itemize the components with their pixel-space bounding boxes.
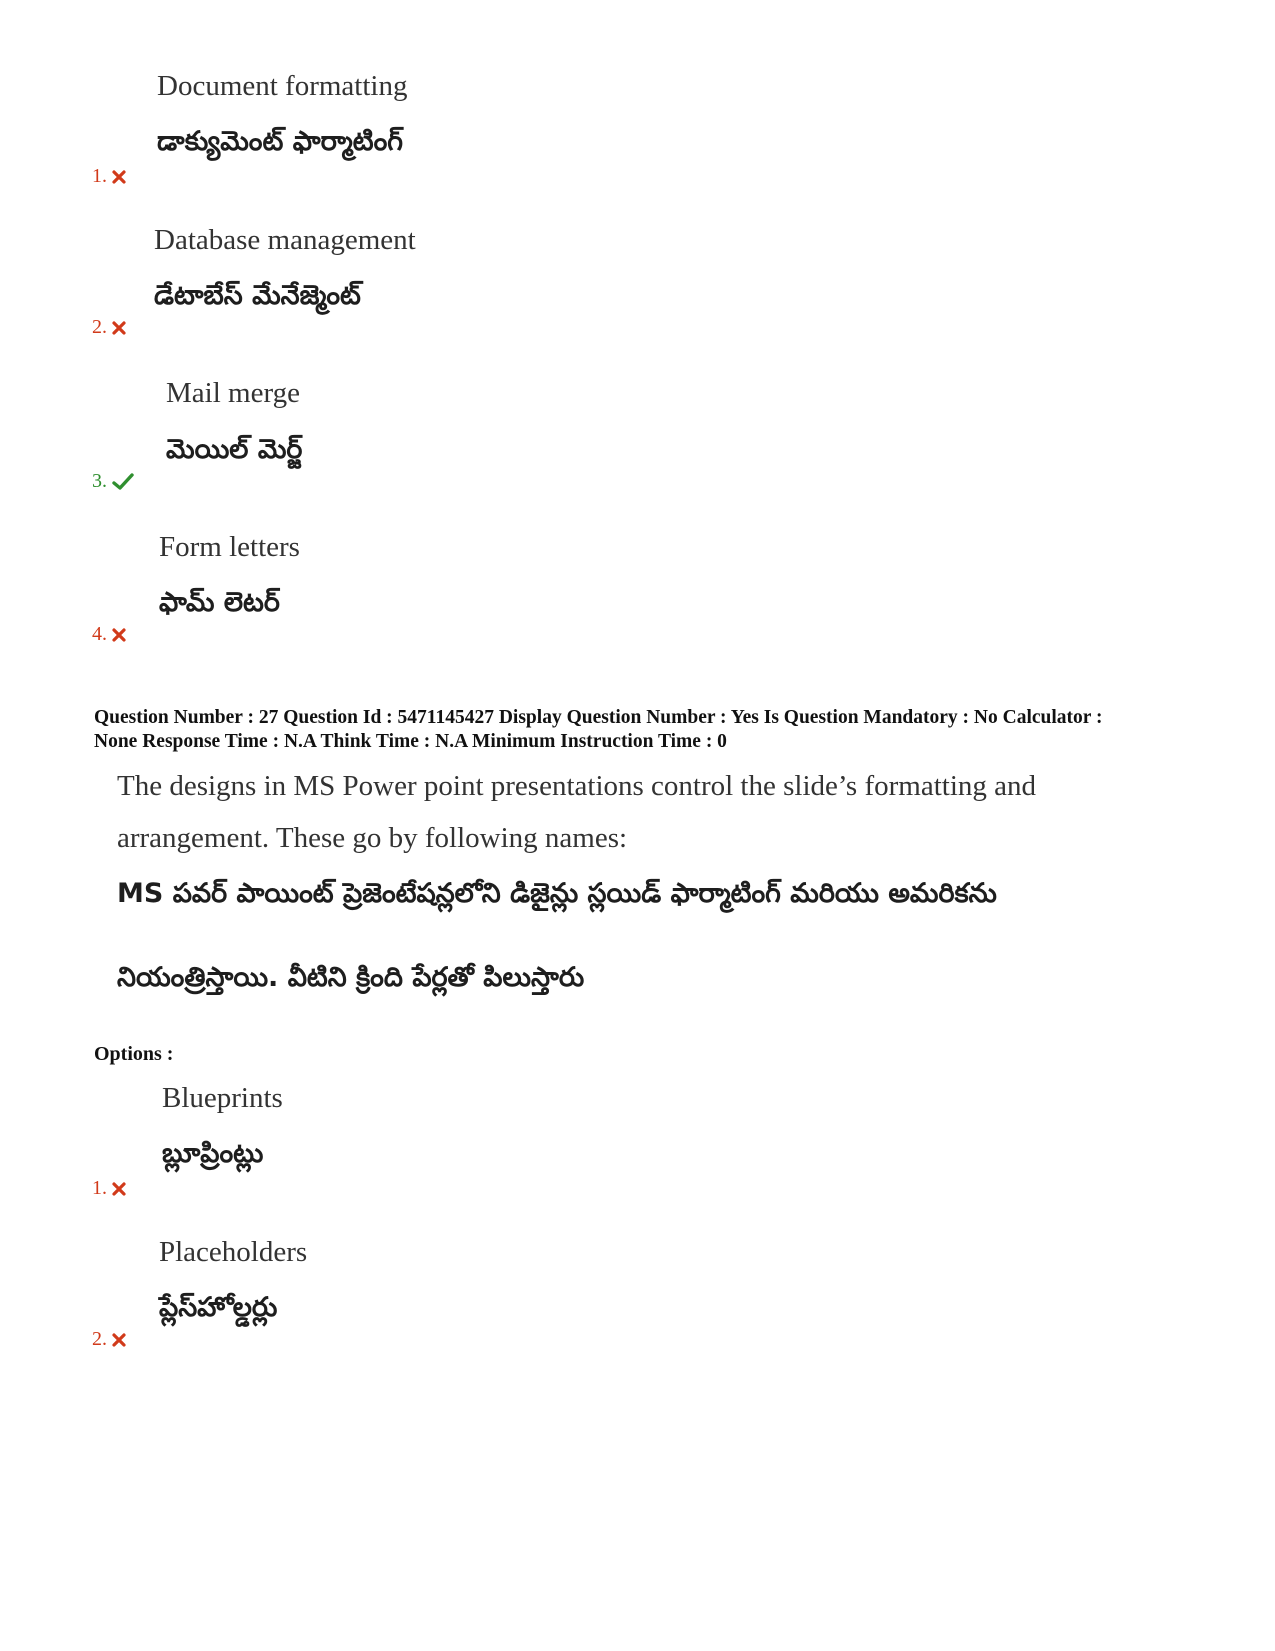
- question-meta-line-2: None Response Time : N.A Think Time : N.A Minimum Instruction Time : 0: [94, 731, 727, 752]
- option-text-te: బ్లూప్రింట్లు: [162, 1138, 264, 1169]
- question-meta-line-1: Question Number : 27 Question Id : 5471145427 Display Question Number : Yes Is Question Mandatory : No Calculator :: [94, 707, 1103, 728]
- options-label: Options :: [94, 1043, 174, 1065]
- cross-mark-icon: [112, 321, 126, 335]
- option-number: [92, 165, 126, 188]
- question-text-en-line-2: arrangement. These go by following names:: [117, 822, 628, 854]
- option-text-en: Mail merge: [166, 377, 300, 409]
- option-text-te: డేటాబేస్ మేనేజ్మెంట్: [154, 280, 361, 311]
- option-number-label: 3.: [92, 470, 107, 492]
- cross-mark-icon: [112, 1333, 126, 1347]
- cross-mark-icon: [112, 1182, 126, 1196]
- option-text-en: Blueprints: [162, 1082, 283, 1114]
- question-text-te-line-1: MS పవర్ పాయింట్ ప్రెజెంటేషన్లలోని డిజైన్లు స్లయిడ్ ఫార్మాటింగ్ మరియు అమరికను: [117, 878, 997, 909]
- option-number: [92, 316, 126, 339]
- cross-mark-icon: [112, 170, 126, 184]
- option-text-te: మెయిల్ మెర్జ్: [166, 434, 303, 465]
- option-number-label: 4.: [92, 623, 107, 645]
- option-number: [92, 470, 134, 493]
- cross-mark-icon: [112, 628, 126, 642]
- option-number: [92, 1177, 126, 1200]
- option-text-te: ప్లేస్‌హోల్డర్లు: [159, 1292, 278, 1323]
- question-text-en-line-1: The designs in MS Power point presentations control the slide’s formatting and: [117, 770, 1037, 802]
- option-number-label: 1.: [92, 165, 107, 187]
- option-text-en: Placeholders: [159, 1236, 308, 1268]
- check-mark-icon: [112, 473, 134, 491]
- option-number-label: 2.: [92, 316, 107, 338]
- option-text-en: Database management: [154, 224, 416, 256]
- option-text-te: ఫామ్ లెటర్: [159, 587, 280, 618]
- option-text-en: Document formatting: [157, 70, 408, 102]
- question-text-te-line-2: నియంత్రిస్తాయి. వీటిని క్రింది పేర్లతో పిలుస్తారు: [117, 962, 585, 993]
- option-text-en: Form letters: [159, 531, 300, 563]
- option-number: [92, 623, 126, 646]
- option-number-label: 2.: [92, 1328, 107, 1350]
- option-number: [92, 1328, 126, 1351]
- option-number-label: 1.: [92, 1177, 107, 1199]
- option-text-te: డాక్యుమెంట్ ఫార్మాటింగ్: [157, 126, 404, 157]
